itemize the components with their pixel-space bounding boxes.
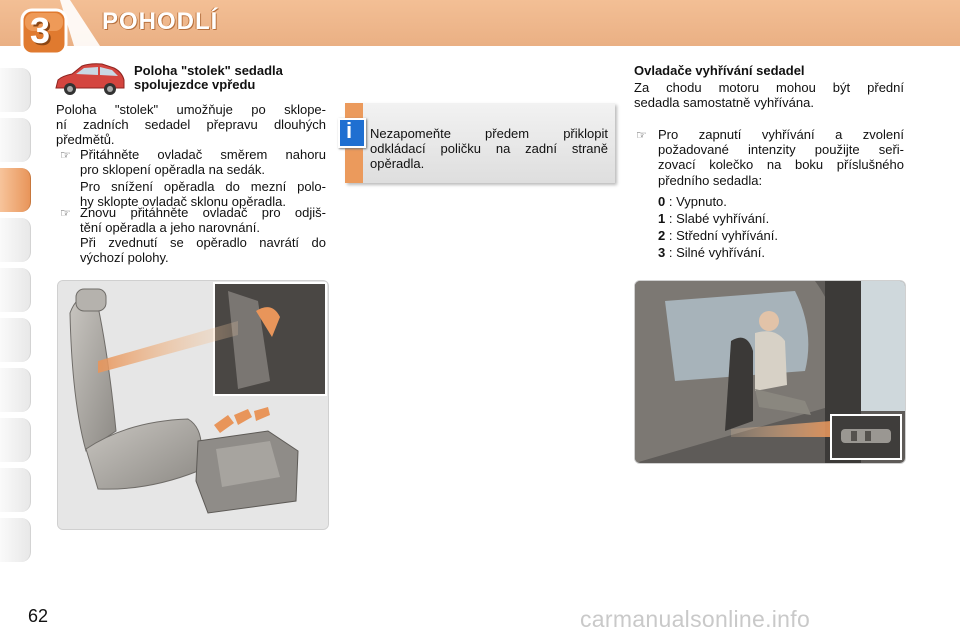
left-bullet-2 [80,205,326,235]
heat-level-text: : Střední vyhřívání. [665,228,778,243]
heat-level-text: : Vypnuto. [665,194,727,209]
left-bullet-2-extra [80,235,326,265]
tab-4[interactable] [0,218,31,262]
heat-level-num: 0 [658,194,666,209]
car-icon [52,62,128,98]
left-bullet-2-line: tění opěradla a jeho narovnání. [80,220,260,236]
info-text-line: Nezapomeňte předem přiklopit [370,126,608,141]
seat-table-figure [57,280,329,530]
left-heading-line-1: Poloha "stolek" sedadla [134,63,283,78]
info-text [370,126,608,172]
right-intro-line: Za chodu motoru mohou být přední [634,80,904,95]
left-intro [56,102,326,148]
heat-level-text: : Silné vyhřívání. [665,245,765,260]
right-bullet-line: požadované intenzity použijte seři- [658,142,904,158]
right-bullet-line: předního sedadla: [658,172,763,188]
bullet-hand-icon: ☞ [60,148,71,162]
car-interior-figure [634,280,906,464]
right-intro-line: sedadla samostatně vyhřívána. [634,95,814,111]
right-heading: Ovladače vyhřívání sedadel [634,63,805,78]
bullet-hand-icon: ☞ [636,128,647,142]
heat-level-3 [658,245,765,260]
header-notch [60,0,100,46]
left-bullet-1-line: pro sklopení opěradla na sedák. [80,162,266,178]
car-interior-illustration [635,281,905,463]
left-intro-line: předmětů. [56,132,115,148]
right-bullet [658,127,904,188]
tab-6[interactable] [0,318,31,362]
tab-3-active[interactable] [0,168,31,212]
left-bullet-2-line: Znovu přitáhněte ovladač pro odjiš- [80,205,326,220]
left-intro-line: Poloha "stolek" umožňuje po sklope- [56,102,326,117]
heat-level-num: 1 [658,211,666,226]
info-text-line: odkládací poličku na zadní straně [370,141,608,157]
right-bullet-line: zovací kolečko na boku příslušného [658,157,904,173]
left-bullet-1-extra-line: Pro snížení opěradla do mezní polo- [80,179,326,194]
heat-level-1 [658,211,769,226]
right-bullet-line: Pro zapnutí vyhřívání a zvolení [658,127,904,142]
chapter-number: 3 [30,10,51,51]
heat-level-0 [658,194,727,209]
tab-2[interactable] [0,118,31,162]
tab-10[interactable] [0,518,31,562]
left-bullet-1 [80,147,326,177]
left-intro-line: ní zadních sedadel přepravu dlouhých [56,117,326,133]
heat-level-num: 2 [658,228,666,243]
left-bullet-1-extra-line: hy sklopte ovladač sklonu opěradla. [80,194,286,210]
left-bullet-2-extra-line: výchozí polohy. [80,250,169,266]
heat-level-2 [658,228,778,243]
chapter-title: POHODLÍ [102,8,219,35]
page-number: 62 [28,606,49,626]
bullet-hand-icon: ☞ [60,206,71,220]
tab-7[interactable] [0,368,31,412]
heat-level-text: : Slabé vyhřívání. [665,211,770,226]
info-text-line: opěradla. [370,156,425,172]
left-heading-line-2: spolujezdce vpředu [134,77,256,92]
tab-5[interactable] [0,268,31,312]
watermark: carmanualsonline.info [580,606,811,632]
info-icon-letter: i [346,118,353,143]
tab-1[interactable] [0,68,31,112]
right-intro [634,80,904,110]
heat-level-num: 3 [658,245,666,260]
tab-9[interactable] [0,468,31,512]
seat-illustration [58,281,328,529]
left-bullet-2-extra-line: Při zvednutí se opěradlo navrátí do [80,235,326,250]
tab-8[interactable] [0,418,31,462]
left-bullet-1-line: Přitáhněte ovladač směrem nahoru [80,147,326,162]
